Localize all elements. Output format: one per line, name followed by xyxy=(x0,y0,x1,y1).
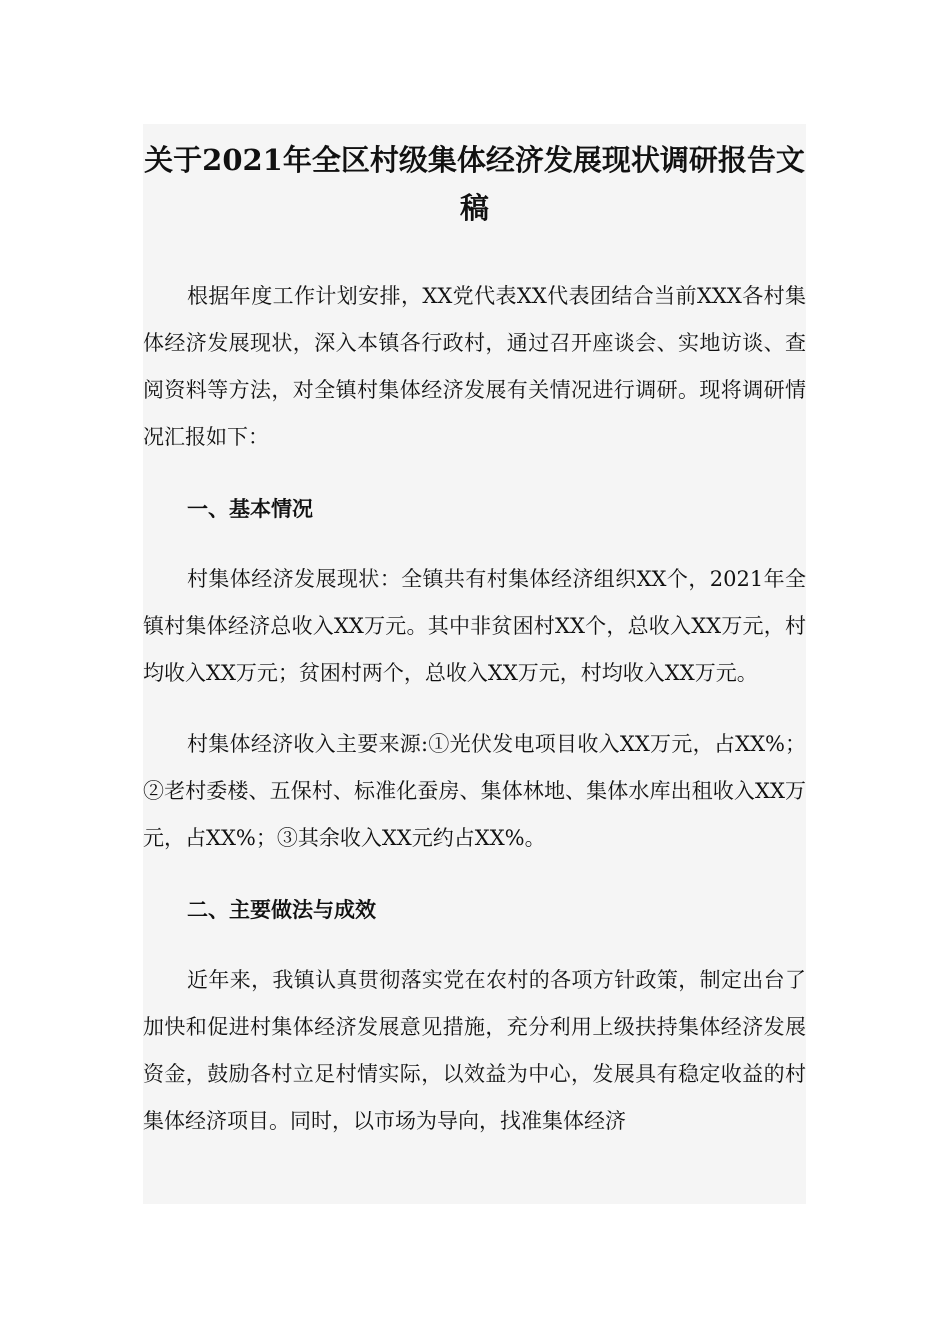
intro-paragraph: 根据年度工作计划安排，XX党代表XX代表团结合当前XXX各村集体经济发展现状，深入本镇各行政村，通过召开座谈会、实地访谈、查阅资料等方法，对全镇村集体经济发展有关情况进行调研。现将调研情况汇报如下： xyxy=(143,284,806,449)
section1-paragraph-status: 村集体经济发展现状：全镇共有村集体经济组织XX个，2021年全镇村集体经济总收入XX万元。其中非贫困村XX个，总收入XX万元，村均收入XX万元；贫困村两个，总收入XX万元，村均收入XX万元。 xyxy=(143,567,806,685)
section2-paragraph-practices: 近年来，我镇认真贯彻落实党在农村的各项方针政策，制定出台了加快和促进村集体经济发展意见措施，充分利用上级扶持集体经济发展资金，鼓励各村立足村情实际，以效益为中心，发展具有稳定收益的村集体经济项目。同时，以市场为导向，找准集体经济 xyxy=(143,968,806,1133)
section1-paragraph-sources: 村集体经济收入主要来源:①光伏发电项目收入XX万元，占XX%；②老村委楼、五保村、标准化蚕房、集体林地、集体水库出租收入XX万元，占XX%；③其余收入XX元约占XX%。 xyxy=(143,732,806,850)
document-title: 关于2021年全区村级集体经济发展现状调研报告文稿 xyxy=(144,143,805,225)
section-heading-basic: 一、基本情况 xyxy=(187,496,313,521)
section-heading-practices: 二、主要做法与成效 xyxy=(187,897,376,922)
document-body xyxy=(143,124,806,1204)
